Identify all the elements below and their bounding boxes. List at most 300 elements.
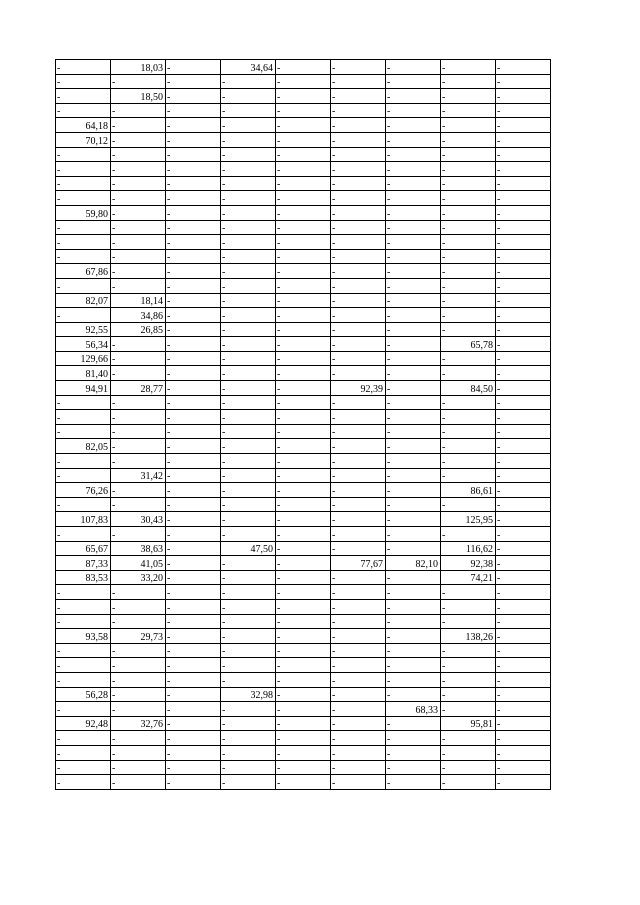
table-cell: -: [496, 220, 551, 235]
table-cell: -: [166, 629, 221, 644]
table-cell: -: [56, 74, 111, 89]
table-cell: -: [276, 483, 331, 498]
table-cell: -: [221, 424, 276, 439]
table-cell: 34,64: [221, 60, 276, 75]
table-cell: -: [331, 599, 386, 614]
table-cell: -: [496, 497, 551, 512]
table-cell: 68,33: [386, 702, 441, 717]
table-cell: -: [276, 672, 331, 687]
table-cell: 93,58: [56, 629, 111, 644]
table-cell: -: [276, 235, 331, 250]
table-cell: -: [221, 454, 276, 469]
table-cell: -: [276, 191, 331, 206]
table-row: [56, 337, 551, 352]
table-row: [56, 716, 551, 731]
table-cell: -: [496, 308, 551, 323]
table-cell: 74,21: [441, 570, 496, 585]
table-cell: -: [441, 731, 496, 746]
table-cell: -: [386, 497, 441, 512]
table-cell: -: [111, 424, 166, 439]
table-cell: 41,05: [111, 556, 166, 571]
table-cell: -: [276, 745, 331, 760]
table-row: [56, 614, 551, 629]
table-row: [56, 629, 551, 644]
table-cell: -: [496, 454, 551, 469]
table-cell: -: [496, 162, 551, 177]
table-cell: -: [56, 424, 111, 439]
table-cell: 84,50: [441, 381, 496, 396]
table-cell: 125,95: [441, 512, 496, 527]
table-cell: -: [441, 278, 496, 293]
table-cell: 56,28: [56, 687, 111, 702]
table-row: [56, 570, 551, 585]
table-cell: -: [276, 395, 331, 410]
table-cell: -: [276, 89, 331, 104]
table-cell: -: [276, 570, 331, 585]
table-cell: -: [496, 527, 551, 542]
table-cell: -: [441, 745, 496, 760]
table-cell: -: [221, 672, 276, 687]
table-cell: -: [221, 74, 276, 89]
table-cell: 28,77: [111, 381, 166, 396]
table-cell: -: [441, 162, 496, 177]
table-cell: -: [111, 658, 166, 673]
table-cell: -: [276, 629, 331, 644]
table-cell: 29,73: [111, 629, 166, 644]
table-cell: -: [166, 381, 221, 396]
table-cell: -: [331, 278, 386, 293]
table-cell: -: [496, 731, 551, 746]
table-row: [56, 410, 551, 425]
table-cell: -: [441, 308, 496, 323]
table-cell: -: [166, 541, 221, 556]
table-row: [56, 424, 551, 439]
table-cell: -: [56, 235, 111, 250]
table-cell: -: [331, 118, 386, 133]
table-cell: -: [331, 147, 386, 162]
table-cell: -: [221, 775, 276, 790]
table-cell: -: [111, 775, 166, 790]
table-cell: -: [166, 89, 221, 104]
table-cell: -: [331, 614, 386, 629]
table-cell: 76,26: [56, 483, 111, 498]
table-cell: -: [276, 366, 331, 381]
table-cell: -: [276, 599, 331, 614]
table-cell: -: [221, 176, 276, 191]
table-row: [56, 775, 551, 790]
table-cell: -: [221, 468, 276, 483]
table-cell: -: [56, 395, 111, 410]
table-cell: 65,67: [56, 541, 111, 556]
table-row: [56, 512, 551, 527]
table-cell: -: [386, 322, 441, 337]
table-cell: -: [221, 527, 276, 542]
table-cell: -: [276, 775, 331, 790]
table-cell: -: [441, 132, 496, 147]
table-cell: 83,53: [56, 570, 111, 585]
table-cell: -: [221, 381, 276, 396]
table-cell: -: [166, 278, 221, 293]
table-cell: -: [221, 395, 276, 410]
table-cell: -: [441, 497, 496, 512]
table-cell: -: [276, 702, 331, 717]
table-cell: -: [166, 176, 221, 191]
table-cell: -: [386, 454, 441, 469]
table-cell: -: [111, 731, 166, 746]
table-cell: -: [441, 395, 496, 410]
table-cell: 26,85: [111, 322, 166, 337]
table-cell: -: [441, 468, 496, 483]
table-cell: -: [166, 468, 221, 483]
table-cell: 70,12: [56, 132, 111, 147]
table-cell: -: [56, 614, 111, 629]
table-cell: 77,67: [331, 556, 386, 571]
table-cell: -: [276, 658, 331, 673]
table-cell: -: [496, 395, 551, 410]
table-cell: -: [331, 424, 386, 439]
table-cell: -: [221, 658, 276, 673]
table-cell: -: [276, 293, 331, 308]
table-cell: 38,63: [111, 541, 166, 556]
table-cell: -: [276, 643, 331, 658]
table-body: [56, 60, 551, 790]
table-cell: -: [441, 672, 496, 687]
table-cell: -: [496, 716, 551, 731]
table-cell: -: [331, 512, 386, 527]
table-cell: -: [496, 643, 551, 658]
table-cell: -: [221, 366, 276, 381]
table-cell: -: [56, 191, 111, 206]
table-cell: -: [221, 103, 276, 118]
table-cell: -: [331, 264, 386, 279]
table-cell: -: [276, 132, 331, 147]
table-cell: -: [386, 424, 441, 439]
table-cell: -: [441, 103, 496, 118]
table-cell: -: [386, 570, 441, 585]
table-cell: -: [441, 322, 496, 337]
table-cell: -: [111, 118, 166, 133]
table-cell: -: [111, 337, 166, 352]
table-cell: -: [496, 337, 551, 352]
table-cell: -: [56, 658, 111, 673]
table-cell: 59,80: [56, 205, 111, 220]
table-cell: -: [221, 132, 276, 147]
table-cell: -: [496, 381, 551, 396]
table-cell: -: [386, 205, 441, 220]
table-cell: -: [441, 702, 496, 717]
table-cell: -: [496, 191, 551, 206]
table-cell: -: [166, 731, 221, 746]
table-cell: -: [386, 147, 441, 162]
table-cell: -: [276, 176, 331, 191]
table-row: [56, 249, 551, 264]
table-cell: -: [221, 585, 276, 600]
table-cell: -: [166, 454, 221, 469]
table-cell: 82,05: [56, 439, 111, 454]
table-cell: -: [166, 775, 221, 790]
table-cell: -: [331, 191, 386, 206]
table-cell: -: [166, 147, 221, 162]
table-cell: -: [166, 132, 221, 147]
table-cell: -: [56, 89, 111, 104]
table-cell: -: [111, 527, 166, 542]
table-cell: -: [56, 599, 111, 614]
table-cell: -: [111, 687, 166, 702]
table-cell: -: [276, 439, 331, 454]
table-cell: -: [111, 395, 166, 410]
table-cell: -: [276, 687, 331, 702]
table-row: [56, 585, 551, 600]
table-cell: -: [331, 395, 386, 410]
table-cell: -: [386, 264, 441, 279]
table-row: [56, 658, 551, 673]
table-cell: -: [496, 629, 551, 644]
table-cell: -: [441, 235, 496, 250]
table-cell: -: [221, 716, 276, 731]
table-cell: -: [111, 205, 166, 220]
table-cell: -: [111, 497, 166, 512]
table-cell: -: [496, 74, 551, 89]
table-cell: -: [441, 205, 496, 220]
table-cell: -: [386, 220, 441, 235]
table-cell: -: [111, 643, 166, 658]
table-row: [56, 132, 551, 147]
table-cell: -: [221, 337, 276, 352]
table-cell: -: [276, 147, 331, 162]
table-cell: -: [56, 468, 111, 483]
table-cell: -: [56, 585, 111, 600]
table-cell: -: [111, 672, 166, 687]
table-cell: -: [496, 702, 551, 717]
table-row: [56, 235, 551, 250]
table-cell: -: [386, 731, 441, 746]
table-cell: -: [331, 176, 386, 191]
table-cell: -: [111, 439, 166, 454]
table-cell: -: [331, 468, 386, 483]
table-cell: -: [441, 454, 496, 469]
table-cell: -: [386, 599, 441, 614]
table-cell: -: [166, 716, 221, 731]
table-cell: -: [221, 264, 276, 279]
table-cell: -: [166, 74, 221, 89]
table-cell: -: [166, 118, 221, 133]
table-cell: -: [441, 614, 496, 629]
table-cell: -: [441, 687, 496, 702]
table-cell: -: [496, 176, 551, 191]
table-cell: -: [56, 731, 111, 746]
table-cell: -: [56, 103, 111, 118]
table-cell: -: [386, 658, 441, 673]
table-cell: -: [496, 775, 551, 790]
table-cell: -: [166, 570, 221, 585]
table-cell: -: [276, 322, 331, 337]
table-cell: -: [276, 541, 331, 556]
table-row: [56, 147, 551, 162]
table-cell: -: [331, 585, 386, 600]
table-cell: -: [386, 278, 441, 293]
table-cell: -: [496, 278, 551, 293]
table-cell: -: [221, 745, 276, 760]
table-cell: -: [331, 293, 386, 308]
table-cell: -: [386, 366, 441, 381]
table-cell: -: [166, 599, 221, 614]
table-cell: -: [221, 512, 276, 527]
table-cell: -: [331, 731, 386, 746]
table-cell: -: [56, 745, 111, 760]
table-cell: -: [166, 497, 221, 512]
table-cell: -: [496, 599, 551, 614]
table-cell: -: [221, 89, 276, 104]
table-cell: -: [276, 162, 331, 177]
table-cell: -: [331, 716, 386, 731]
table-cell: -: [166, 643, 221, 658]
table-cell: -: [441, 191, 496, 206]
table-cell: -: [111, 745, 166, 760]
table-row: [56, 293, 551, 308]
table-cell: -: [441, 351, 496, 366]
table-cell: 82,07: [56, 293, 111, 308]
table-row: [56, 745, 551, 760]
table-row: [56, 191, 551, 206]
table-cell: -: [331, 89, 386, 104]
table-cell: -: [166, 512, 221, 527]
table-cell: -: [276, 585, 331, 600]
table-cell: -: [386, 249, 441, 264]
table-cell: -: [166, 483, 221, 498]
table-cell: -: [441, 760, 496, 775]
table-row: [56, 162, 551, 177]
table-cell: -: [496, 483, 551, 498]
table-cell: -: [111, 264, 166, 279]
table-cell: -: [166, 205, 221, 220]
table-cell: -: [166, 410, 221, 425]
table-cell: -: [386, 629, 441, 644]
table-row: [56, 118, 551, 133]
table-cell: -: [111, 278, 166, 293]
table-cell: -: [166, 702, 221, 717]
table-row: [56, 74, 551, 89]
table-cell: -: [276, 103, 331, 118]
table-row: [56, 497, 551, 512]
table-cell: -: [496, 351, 551, 366]
table-cell: -: [496, 672, 551, 687]
table-cell: -: [441, 366, 496, 381]
table-row: [56, 556, 551, 571]
table-cell: -: [276, 381, 331, 396]
table-cell: -: [386, 745, 441, 760]
table-cell: -: [56, 643, 111, 658]
table-cell: -: [111, 132, 166, 147]
table-cell: -: [441, 658, 496, 673]
table-cell: -: [496, 658, 551, 673]
table-cell: -: [386, 162, 441, 177]
table-cell: -: [496, 235, 551, 250]
table-row: [56, 527, 551, 542]
table-row: [56, 89, 551, 104]
table-cell: -: [111, 760, 166, 775]
table-cell: -: [221, 220, 276, 235]
table-cell: -: [276, 205, 331, 220]
table-cell: -: [331, 235, 386, 250]
table-row: [56, 205, 551, 220]
table-cell: -: [56, 454, 111, 469]
table-cell: -: [386, 74, 441, 89]
table-cell: -: [276, 308, 331, 323]
table-cell: -: [331, 687, 386, 702]
table-cell: -: [441, 527, 496, 542]
data-table: [55, 59, 551, 790]
table-cell: -: [56, 527, 111, 542]
table-cell: -: [496, 89, 551, 104]
table-cell: -: [221, 760, 276, 775]
table-row: [56, 308, 551, 323]
table-cell: -: [386, 410, 441, 425]
table-cell: -: [331, 74, 386, 89]
table-cell: -: [331, 337, 386, 352]
table-cell: -: [166, 395, 221, 410]
table-row: [56, 351, 551, 366]
table-cell: -: [221, 599, 276, 614]
table-cell: -: [221, 147, 276, 162]
table-cell: 92,39: [331, 381, 386, 396]
table-cell: -: [331, 103, 386, 118]
table-cell: 31,42: [111, 468, 166, 483]
table-row: [56, 541, 551, 556]
table-cell: -: [276, 454, 331, 469]
table-cell: -: [441, 118, 496, 133]
table-row: [56, 395, 551, 410]
table-cell: -: [56, 220, 111, 235]
table-cell: -: [221, 162, 276, 177]
table-cell: -: [111, 249, 166, 264]
table-cell: -: [56, 672, 111, 687]
table-cell: -: [221, 629, 276, 644]
table-cell: -: [496, 424, 551, 439]
table-cell: -: [441, 585, 496, 600]
table-row: [56, 176, 551, 191]
table-cell: -: [221, 351, 276, 366]
table-cell: -: [166, 191, 221, 206]
table-row: [56, 60, 551, 75]
table-cell: -: [496, 585, 551, 600]
table-cell: -: [496, 541, 551, 556]
table-cell: -: [386, 89, 441, 104]
table-cell: -: [221, 191, 276, 206]
table-cell: -: [166, 264, 221, 279]
table-cell: -: [331, 497, 386, 512]
table-cell: -: [496, 205, 551, 220]
table-cell: -: [386, 60, 441, 75]
table-cell: -: [166, 760, 221, 775]
table-cell: -: [331, 454, 386, 469]
table-cell: -: [56, 308, 111, 323]
table-cell: -: [276, 220, 331, 235]
table-cell: 94,91: [56, 381, 111, 396]
table-cell: -: [441, 439, 496, 454]
table-cell: -: [221, 614, 276, 629]
table-cell: -: [386, 483, 441, 498]
table-cell: 18,14: [111, 293, 166, 308]
table-cell: -: [386, 716, 441, 731]
table-cell: -: [56, 147, 111, 162]
table-cell: -: [441, 89, 496, 104]
table-cell: -: [441, 424, 496, 439]
table-row: [56, 366, 551, 381]
table-cell: -: [221, 643, 276, 658]
table-cell: -: [386, 672, 441, 687]
table-cell: -: [221, 410, 276, 425]
table-cell: -: [331, 541, 386, 556]
